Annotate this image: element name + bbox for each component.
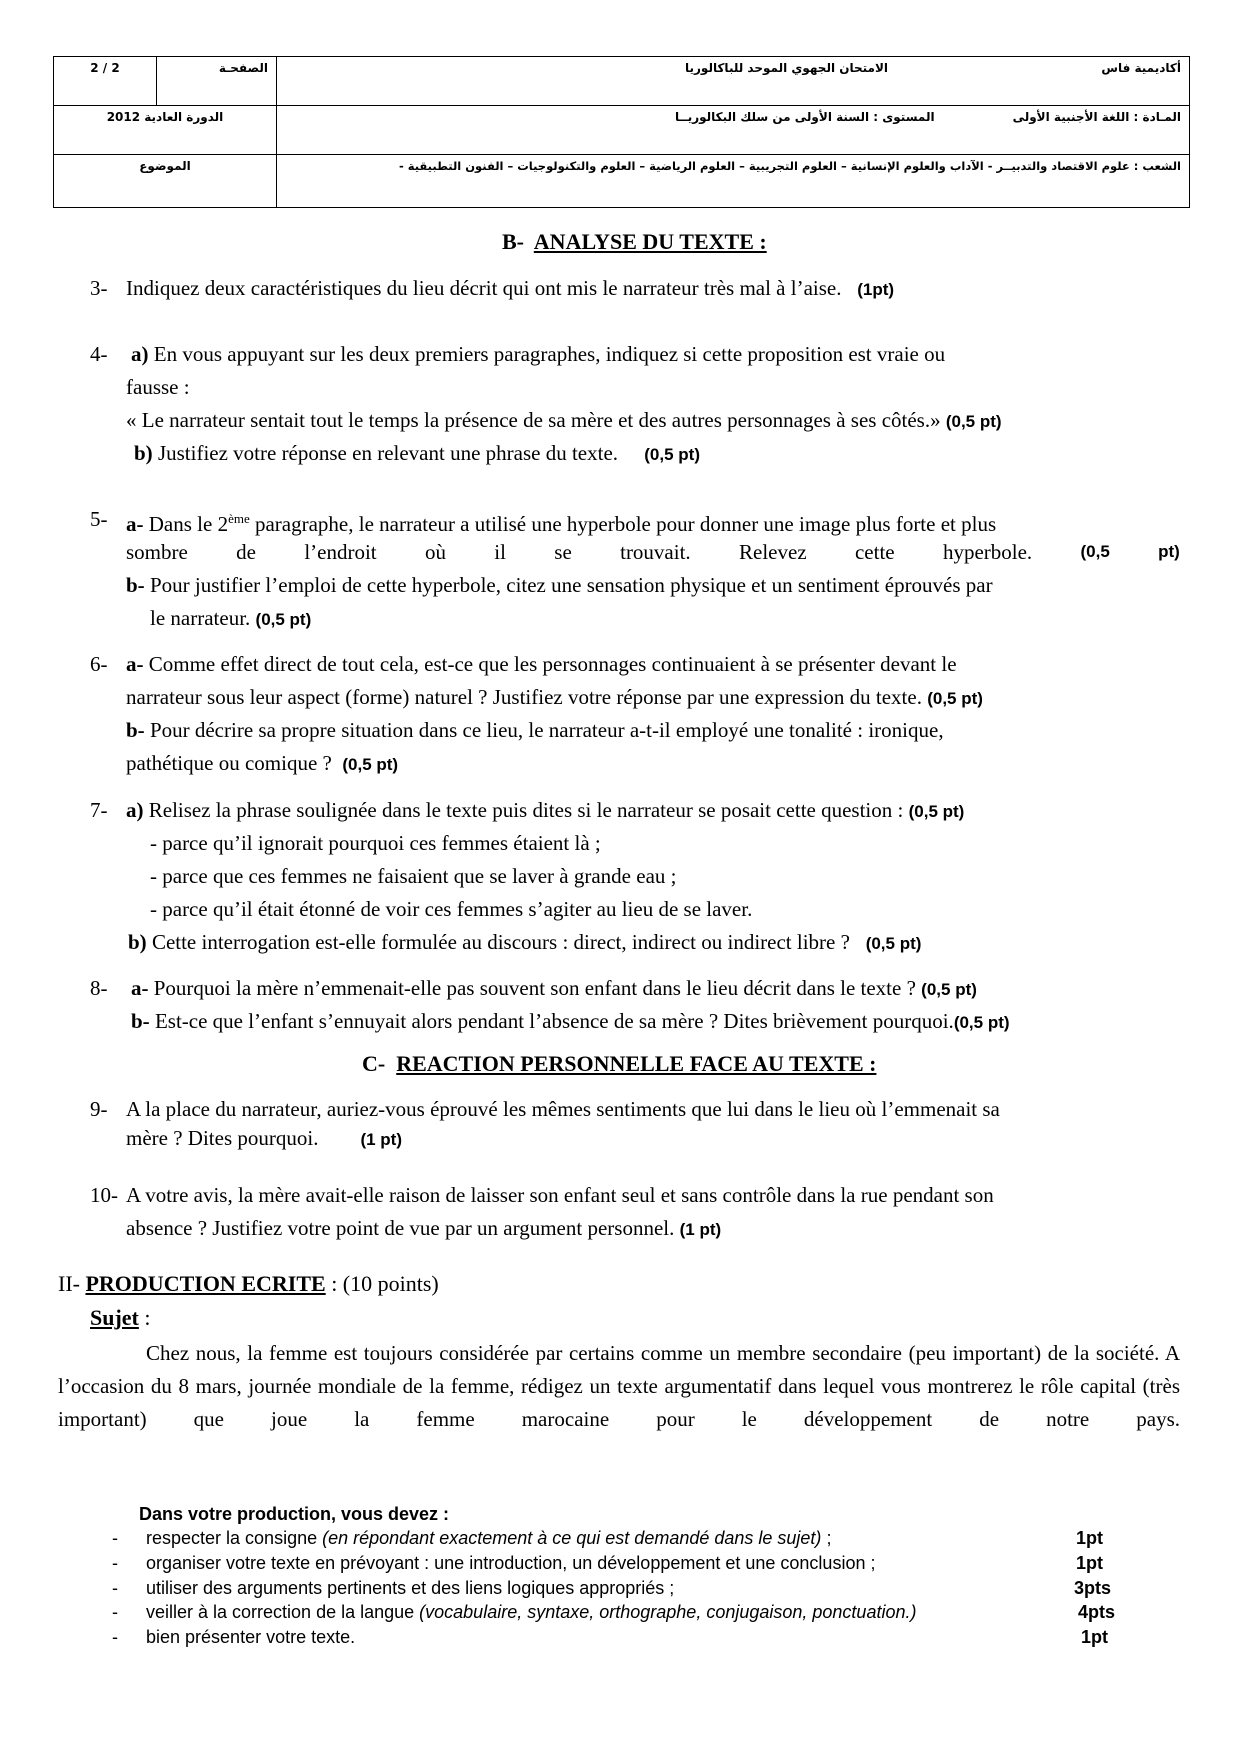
section-b-heading: B- ANALYSE DU TEXTE : bbox=[502, 229, 767, 254]
q9-line-1: A la place du narrateur, auriez-vous éprouvé les mêmes sentiments que lui dans le lieu où l’emmenait sa bbox=[126, 1097, 1000, 1121]
q8a-line: a- Pourquoi la mère n’emmenait-elle pas souvent son enfant dans le lieu décrit dans le texte ? (0,5 pt) bbox=[131, 976, 977, 1000]
streams-text: الشعب : علوم الاقتصاد والتدبيــر - الآداب والعلوم الإنسانية – العلوم التجريبية – العلوم الرياضية – العلوم والتكنولوجيات – الفنون التطبيقية - bbox=[277, 155, 1190, 208]
checklist-item-points: 4pts bbox=[1078, 1602, 1116, 1622]
exam-header-table bbox=[53, 56, 1190, 208]
q5b-line-1: b- Pour justifier l’emploi de cette hyperbole, citez une sensation physique et un sentiment éprouvés par bbox=[126, 573, 993, 597]
checklist-item-text: respecter la consigne (en répondant exactement à ce qui est demandé dans le sujet) ; bbox=[146, 1528, 832, 1548]
q6a-line-1: a- Comme effet direct de tout cela, est-ce que les personnages continuaient à se présenter devant le bbox=[126, 652, 957, 676]
bullet: - bbox=[112, 1627, 118, 1647]
checklist-item-points: 1pt bbox=[1081, 1627, 1108, 1647]
q10-line-1: A votre avis, la mère avait-elle raison de laisser son enfant seul et sans contrôle dans la rue pendant son bbox=[126, 1183, 994, 1207]
q7-option-3: - parce qu’il était étonné de voir ces femmes s’agiter au lieu de se laver. bbox=[150, 897, 753, 921]
checklist-item-points: 1pt bbox=[1076, 1553, 1103, 1573]
checklist-title: Dans votre production, vous devez : bbox=[139, 1504, 450, 1524]
page-label: الصفحـة bbox=[157, 57, 277, 106]
checklist-item-text: utiliser des arguments pertinents et des liens logiques appropriés ; bbox=[146, 1578, 675, 1598]
q4a-line-2: fausse : bbox=[126, 375, 190, 399]
bullet: - bbox=[112, 1602, 118, 1622]
page-number: 2 / 2 bbox=[54, 57, 157, 106]
q7a-line: a) Relisez la phrase soulignée dans le texte puis dites si le narrateur se posait cette question : (0,5 pt) bbox=[126, 798, 965, 822]
bullet: - bbox=[112, 1528, 118, 1548]
subject-cell bbox=[277, 106, 1190, 155]
q3-number: 3- bbox=[90, 276, 108, 300]
q9-number: 9- bbox=[90, 1097, 108, 1121]
q6-number: 6- bbox=[90, 652, 108, 676]
exam-title-cell bbox=[277, 57, 1190, 106]
q6b-line-1: b- Pour décrire sa propre situation dans ce lieu, le narrateur a-t-il employé une tonalité : ironique, bbox=[126, 718, 944, 742]
bullet: - bbox=[112, 1578, 118, 1598]
checklist-item-points: 3pts bbox=[1074, 1578, 1112, 1598]
q5a-line-1: a- Dans le 2ème paragraphe, le narrateur a utilisé une hyperbole pour donner une image plus forte et plus bbox=[126, 511, 997, 536]
q5-number: 5- bbox=[90, 507, 108, 531]
q4a-line-1: a) En vous appuyant sur les deux premiers paragraphes, indiquez si cette proposition est vraie ou bbox=[131, 342, 946, 366]
q4b-line: b) Justifiez votre réponse en relevant une phrase du texte. (0,5 pt) bbox=[134, 441, 700, 465]
q8-number: 8- bbox=[90, 976, 108, 1000]
q9-line-2: mère ? Dites pourquoi. (1 pt) bbox=[126, 1126, 402, 1150]
checklist-item-text: organiser votre texte en prévoyant : une introduction, un développement et une conclusion ; bbox=[146, 1553, 876, 1573]
q6b-line-2: pathétique ou comique ? (0,5 pt) bbox=[126, 751, 399, 775]
q5a-line-2: sombre de l’endroit où il se trouvait. Relevez cette hyperbole. (0,5 pt) bbox=[126, 540, 1180, 564]
subject-text: المـادة : اللغة الأجنبية الأولى bbox=[1012, 110, 1181, 124]
checklist-item-text: bien présenter votre texte. bbox=[146, 1627, 356, 1647]
q3-text: Indiquez deux caractéristiques du lieu décrit qui ont mis le narrateur très mal à l’aise. (1pt) bbox=[126, 276, 895, 300]
q6a-line-2: narrateur sous leur aspect (forme) naturel ? Justifiez votre réponse par une expression du texte. (0,5 pt) bbox=[126, 685, 983, 709]
academy-name: أكاديمية فاس bbox=[1101, 61, 1181, 75]
sujet-label: Sujet : bbox=[90, 1305, 151, 1330]
level-text: المستوى : السنة الأولى من سلك البكالوريــا bbox=[675, 110, 935, 124]
bullet: - bbox=[112, 1553, 118, 1573]
q7b-line: b) Cette interrogation est-elle formulée au discours : direct, indirect ou indirect libre ? (0,5 pt) bbox=[128, 930, 922, 954]
q5b-line-2: le narrateur. (0,5 pt) bbox=[150, 606, 312, 630]
exam-title: الامتحان الجهوي الموحد للباكالوريا bbox=[685, 61, 889, 75]
topic-label: الموضوع bbox=[54, 155, 277, 208]
q4-quote: « Le narrateur sentait tout le temps la présence de sa mère et des autres personnages à ses côtés.» (0,5 pt) bbox=[126, 408, 1002, 432]
q7-option-2: - parce que ces femmes ne faisaient que se laver à grande eau ; bbox=[150, 864, 677, 888]
q10-line-2: absence ? Justifiez votre point de vue par un argument personnel. (1 pt) bbox=[126, 1216, 722, 1240]
production-heading: II- PRODUCTION ECRITE : (10 points) bbox=[58, 1271, 439, 1296]
q8b-line: b- Est-ce que l’enfant s’ennuyait alors pendant l’absence de sa mère ? Dites brièvement pourquoi.(0,5 pt) bbox=[131, 1009, 1010, 1033]
session-cell: الدورة العادية 2012 bbox=[54, 106, 277, 155]
q4-number: 4- bbox=[90, 342, 108, 366]
sujet-paragraph: Chez nous, la femme est toujours considérée par certains comme un membre secondaire (peu important) de la société. A l’occasion du 8 mars, journée mondiale de la femme, rédigez un texte argumentatif dans lequel vous montrerez le rôle capital (très important) que joue la femme marocaine pour le développement de notre pays. bbox=[58, 1341, 1180, 1431]
q7-option-1: - parce qu’il ignorait pourquoi ces femmes étaient là ; bbox=[150, 831, 601, 855]
q7-number: 7- bbox=[90, 798, 108, 822]
checklist-item-points: 1pt bbox=[1076, 1528, 1103, 1548]
section-c-heading: C- REACTION PERSONNELLE FACE AU TEXTE : bbox=[362, 1051, 877, 1076]
checklist-item-text: veiller à la correction de la langue (vocabulaire, syntaxe, orthographe, conjugaison, ponctuation.) bbox=[146, 1602, 917, 1622]
q10-number: 10- bbox=[90, 1183, 118, 1207]
